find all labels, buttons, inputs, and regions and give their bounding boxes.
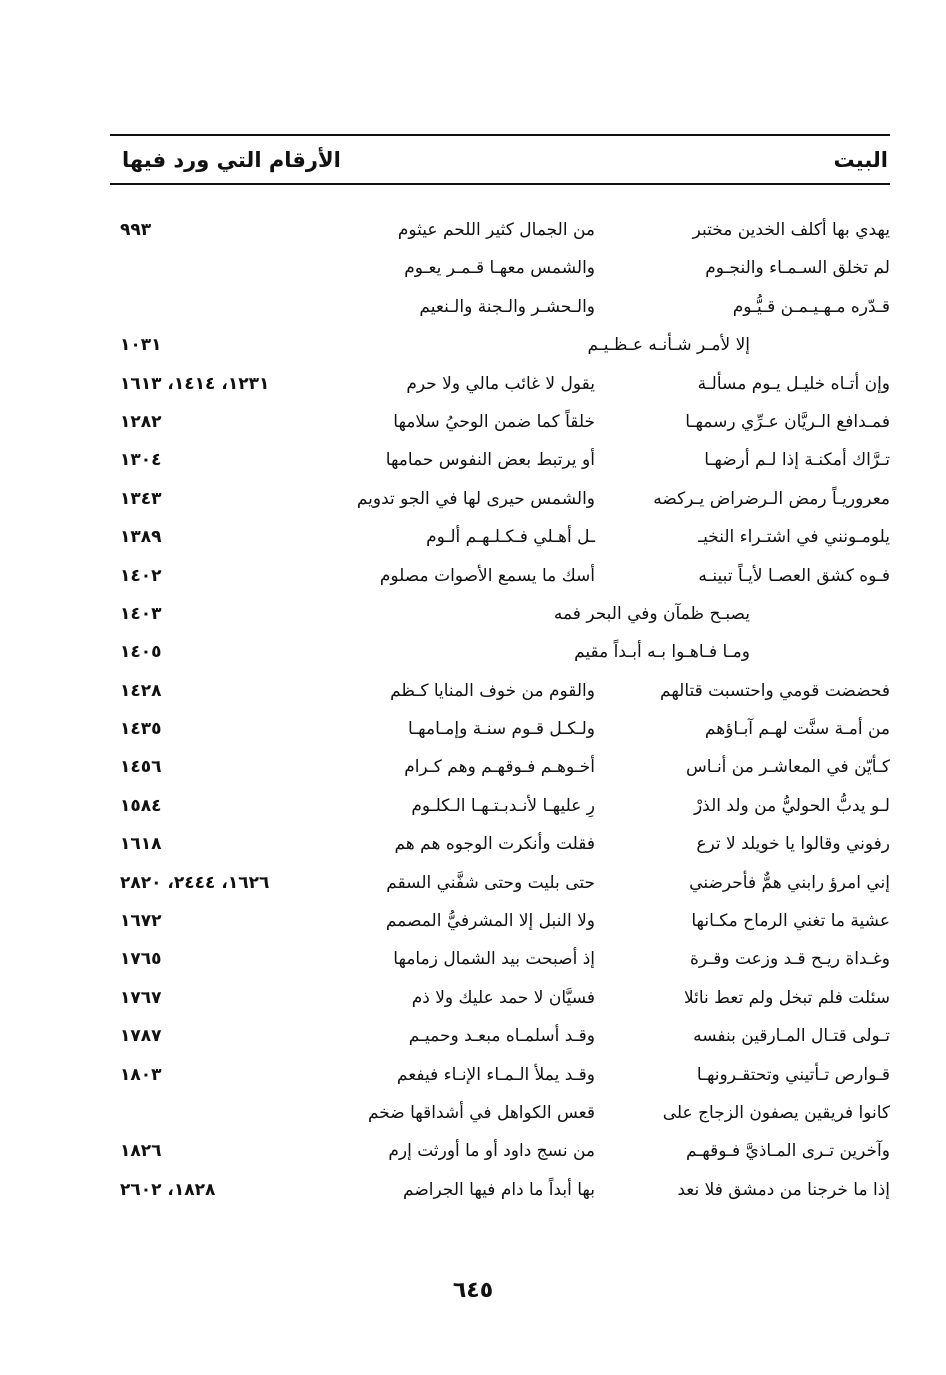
verse-row [110, 980, 890, 1018]
verse-first-hemistich: إذا ما خرجنا من دمشق فلا نعد [677, 1179, 890, 1200]
verse-reference-numbers: ١٨٠٣ [120, 1064, 162, 1085]
verse-reference-numbers: ١٦٧٢ [120, 911, 162, 932]
verse-index-list [110, 212, 890, 1210]
header-bottom-rule [110, 183, 890, 185]
verse-row [110, 1057, 890, 1095]
verse-first-hemistich: إني امرؤ رابني همٌّ فأحرضني [689, 872, 890, 893]
verse-first-hemistich: فحضضت قومي واحتسبت قتالهم [660, 680, 890, 701]
verse-reference-numbers: ١٦٢٦، ٢٤٤٤، ٢٨٢٠ [120, 872, 270, 893]
verse-second-hemistich: يقول لا غائب مالي ولا حرم [406, 373, 595, 394]
verse-reference-numbers: ١٧٦٧ [120, 987, 162, 1008]
header-numbers-title: الأرقام التي ورد فيها [122, 148, 341, 172]
verse-row [110, 903, 890, 941]
verse-row [110, 788, 890, 826]
verse-second-hemistich: أسك ما يسمع الأصوات مصلوم [379, 565, 595, 586]
verse-first-hemistich: لم تخلق السـمـاء والنجـوم [705, 258, 890, 279]
verse-first-hemistich: وغـداة ريـح قـد وزعت وقـرة [689, 949, 890, 970]
verse-single-hemistich: يصبـح ظمآن وفي البحر فمه [553, 603, 750, 624]
verse-row [110, 1172, 890, 1210]
verse-second-hemistich: وقـد يملأ الـمـاء الإنـاء فيفعم [396, 1064, 595, 1085]
verse-second-hemistich: ـل أهـلي فـكـلـهـم ألـوم [426, 527, 595, 548]
verse-row [110, 327, 890, 365]
verse-first-hemistich: كـأيّن في المعاشـر من أنـاس [686, 757, 890, 778]
verse-row [110, 1133, 890, 1171]
verse-reference-numbers: ١٤٣٥ [120, 719, 162, 740]
verse-second-hemistich: قعس الكواهل في أشداقها ضخم [367, 1102, 595, 1123]
verse-second-hemistich: حتى بليت وحتى شفَّني السقم [386, 872, 595, 893]
verse-row [110, 442, 890, 480]
verse-first-hemistich: فمـدافع الـريَّان عـرِّي رسمهـا [685, 411, 890, 432]
verse-row [110, 481, 890, 519]
verse-reference-numbers: ١٠٣١ [120, 335, 162, 356]
verse-second-hemistich: من نسج داود أو ما أورثت إرم [388, 1141, 595, 1162]
verse-first-hemistich: يهدي بها أكلف الخدين مختبر [692, 220, 890, 240]
verse-first-hemistich: من أمـة سنَّت لهـم آبـاؤهم [704, 719, 890, 740]
verse-second-hemistich: والـحشـر والـجنة والـنعيم [419, 296, 595, 317]
verse-second-hemistich: إذ أصبحت بيد الشمال زمامها [393, 949, 595, 970]
verse-reference-numbers: ١٤٠٢ [120, 565, 162, 586]
verse-row [110, 711, 890, 749]
verse-single-hemistich: إلا لأمـر شـأنـه عـظـيـم [587, 335, 750, 356]
verse-row [110, 289, 890, 327]
verse-second-hemistich: وقـد أسلمـاه مبعـد وحميـم [408, 1026, 595, 1047]
verse-reference-numbers: ١٤٢٨ [120, 680, 162, 701]
verse-second-hemistich: ولـكـل قـوم سنـة وإمـامهـا [407, 719, 595, 740]
verse-reference-numbers: ١٣٤٣ [120, 488, 162, 509]
verse-row [110, 366, 890, 404]
verse-first-hemistich: رفوني وقالوا يا خويلد لا ترع [696, 834, 890, 855]
verse-first-hemistich: وآخرين تـرى المـاذيَّ فـوقهـم [685, 1141, 890, 1162]
verse-first-hemistich: قـدّره مـهـيـمـن قـيُّـوم [732, 296, 890, 317]
verse-reference-numbers: ١٧٨٧ [120, 1026, 162, 1047]
verse-first-hemistich: تـولى قتـال المـارقين بنفسه [693, 1026, 890, 1047]
verse-first-hemistich: عشية ما تغني الرماح مكـانها [691, 911, 890, 932]
verse-second-hemistich: والشمس حيرى لها في الجو تدويم [356, 488, 595, 509]
verse-second-hemistich: فقلت وأنكرت الوجوه هم هم [394, 834, 595, 855]
verse-reference-numbers: ١٥٨٤ [120, 795, 162, 816]
verse-reference-numbers: ١٤٠٥ [120, 642, 162, 663]
verse-second-hemistich: بها أبداً ما دام فيها الجراضم [403, 1179, 595, 1200]
verse-row [110, 865, 890, 903]
verse-row [110, 826, 890, 864]
verse-second-hemistich: والقوم من خوف المنايا كـظم [390, 680, 595, 701]
verse-row [110, 941, 890, 979]
verse-row [110, 673, 890, 711]
verse-second-hemistich: والشمس معهـا قـمـر يعـوم [404, 258, 595, 279]
verse-first-hemistich: لـو يدبُّ الحوليُّ من ولد الذرْ [693, 795, 890, 816]
verse-first-hemistich: فـوه كشق العصـا لأيـاً تبينـه [698, 565, 890, 586]
verse-row [110, 519, 890, 557]
verse-first-hemistich: قـوارص تـأتيني وتحتقـرونهـا [696, 1064, 890, 1085]
verse-row [110, 749, 890, 787]
page-number: ٦٤٥ [452, 1278, 494, 1303]
verse-second-hemistich: أو يرتبط بعض النفوس حمامها [385, 450, 595, 471]
verse-second-hemistich: ولا النبل إلا المشرفيُّ المصمم [385, 911, 595, 932]
verse-row [110, 596, 890, 634]
verse-reference-numbers: ١٢٨٢ [120, 411, 162, 432]
verse-first-hemistich: كانوا فريقين يصفون الزجاج على [662, 1102, 890, 1123]
verse-reference-numbers: ١٨٢٦ [120, 1141, 162, 1162]
verse-row [110, 250, 890, 288]
verse-reference-numbers: ١٤٥٦ [120, 757, 162, 778]
verse-row [110, 212, 890, 250]
verse-second-hemistich: رِ عليهـا لأنـدبـتـهـا الـكلـوم [411, 795, 595, 816]
verse-row [110, 404, 890, 442]
verse-first-hemistich: سئلت فلم تبخل ولم تعط نائلا [683, 987, 890, 1008]
verse-row [110, 558, 890, 596]
verse-first-hemistich: معروريـاً رمض الـرضراض يـركضه [653, 488, 890, 509]
verse-first-hemistich: تـرَّاك أمكنـة إذا لـم أرضهـا [704, 450, 890, 471]
verse-second-hemistich: أخـوهـم فـوقهـم وهم كـرام [404, 757, 595, 778]
verse-reference-numbers: ١٤٠٣ [120, 603, 162, 624]
verse-reference-numbers: ١٣٠٤ [120, 450, 162, 471]
verse-reference-numbers: ١٦١٨ [120, 834, 162, 855]
verse-row [110, 1095, 890, 1133]
verse-reference-numbers: ٩٩٣ [120, 220, 152, 240]
verse-reference-numbers: ١٢٣١، ١٤١٤، ١٦١٣ [120, 373, 270, 394]
verse-row [110, 634, 890, 672]
verse-reference-numbers: ١٧٦٥ [120, 949, 162, 970]
verse-second-hemistich: فسيَّان لا حمد عليك ولا ذم [411, 987, 595, 1008]
verse-row [110, 1018, 890, 1056]
verse-reference-numbers: ١٣٨٩ [120, 527, 162, 548]
verse-second-hemistich: خلقاً كما ضمن الوحيُ سلامها [393, 411, 595, 432]
verse-reference-numbers: ١٨٢٨، ٢٦٠٢ [120, 1179, 216, 1200]
verse-single-hemistich: ومـا فـاهـوا بـه أبـداً مقيم [574, 642, 750, 663]
header-verse-title: البيت [833, 148, 888, 172]
header-top-rule [110, 134, 890, 136]
verse-second-hemistich: من الجمال كثير اللحم عيثوم [397, 220, 595, 240]
verse-first-hemistich: وإن أتـاه خليـل يـوم مسألـة [697, 373, 890, 394]
verse-first-hemistich: يلومـونني في اشتـراء النخيـ [698, 527, 890, 548]
